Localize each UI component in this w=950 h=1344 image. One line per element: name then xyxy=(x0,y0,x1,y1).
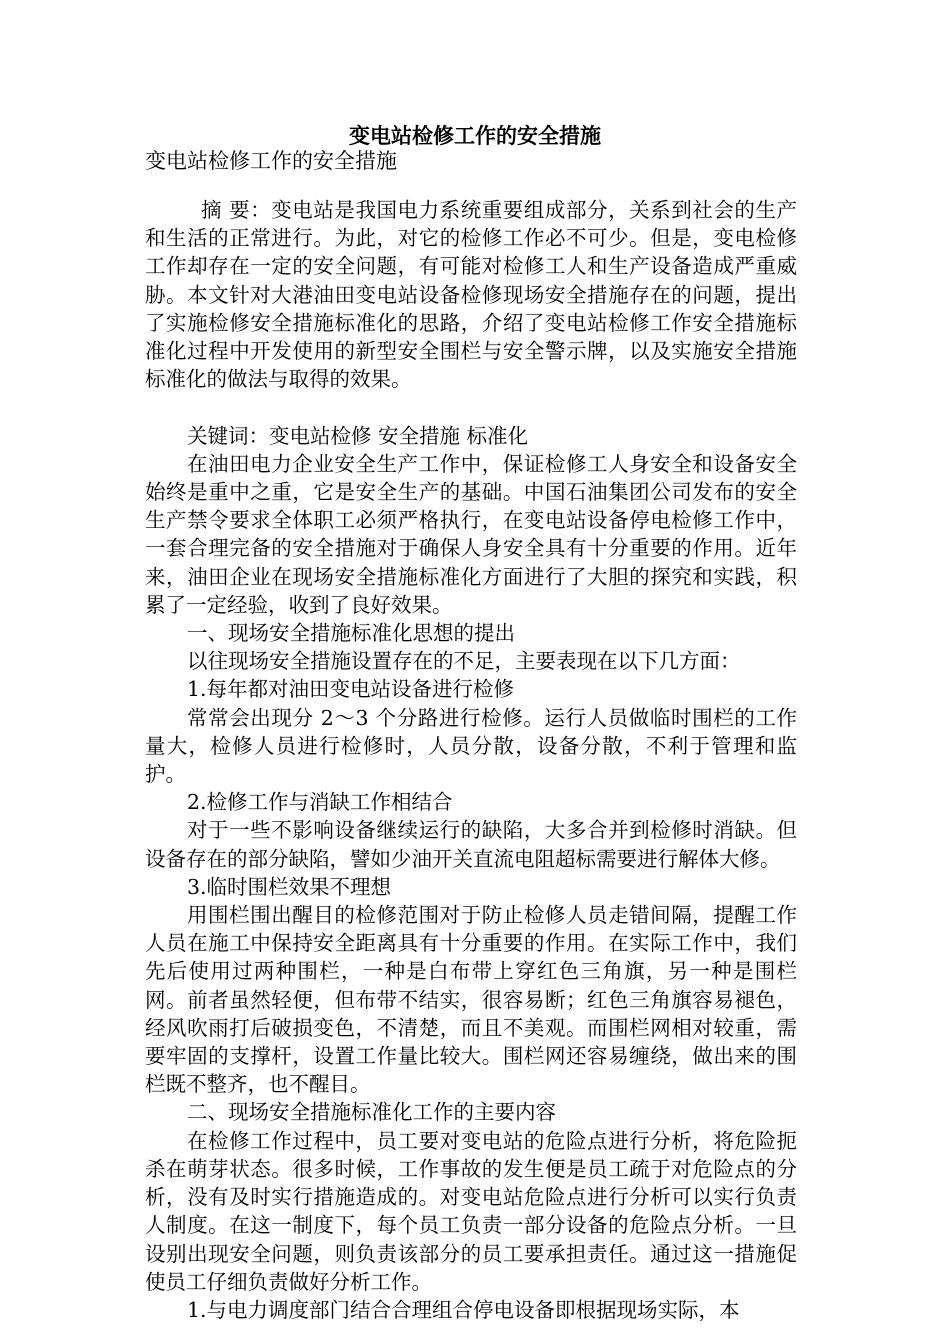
subsection-heading: 1.每年都对油田变电站设备进行检修 xyxy=(187,677,515,702)
blank-line xyxy=(145,393,797,421)
section-heading: 一、现场安全措施标准化思想的提出 xyxy=(187,621,515,646)
body-paragraph: 以往现场安全措施设置存在的不足，主要表现在以下几方面： xyxy=(187,649,741,674)
subsection-heading: 2.检修工作与消缺工作相结合 xyxy=(187,790,453,815)
document-subtitle: 变电站检修工作的安全措施 xyxy=(145,149,397,173)
document-title: 变电站检修工作的安全措施 xyxy=(349,123,601,148)
document-body xyxy=(145,196,797,1324)
section-heading: 二、现场安全措施标准化工作的主要内容 xyxy=(187,1100,556,1125)
subsection-heading: 1.与电力调度部门结合合理组合停电设备即根据现场实际，本 xyxy=(187,1297,740,1322)
body-paragraph: 在油田电力企业安全生产工作中，保证检修工人身安全和设备安全始终是重中之重，它是安全生产的基础。中国石油集团公司发布的安全生产禁令要求全体职工必须严格执行，在变电站设备停电检修工作中，一套合理完备的安全措施对于确保人身安全具有十分重要的作用。近年来，油田企业在现场安全措施标准化方面进行了大胆的探究和实践，积累了一定经验，收到了良好效果。 xyxy=(145,451,797,617)
subsection-heading: 3.临时围栏效果不理想 xyxy=(187,874,392,899)
keywords-line: 关键词：变电站检修 安全措施 标准化 xyxy=(187,423,529,448)
body-paragraph: 常常会出现分 2～3 个分路进行检修。运行人员做临时围栏的工作量大，检修人员进行检修时，人员分散，设备分散，不利于管理和监护。 xyxy=(145,705,797,787)
body-paragraph: 对于一些不影响设备继续运行的缺陷，大多合并到检修时消缺。但设备存在的部分缺陷，譬如少油开关直流电阻超标需要进行解体大修。 xyxy=(145,818,797,871)
body-paragraph: 用围栏围出醒目的检修范围对于防止检修人员走错间隔，提醒工作人员在施工中保持安全距离具有十分重要的作用。在实际工作中，我们先后使用过两种围栏，一种是白布带上穿红色三角旗，另一种是围栏网。前者虽然轻便，但布带不结实，很容易断；红色三角旗容易褪色，经风吹雨打后破损变色，不清楚，而且不美观。而围栏网相对较重，需要牢固的支撑杆，设置工作量比较大。围栏网还容易缠绕，做出来的围栏既不整齐，也不醒目。 xyxy=(145,903,797,1097)
abstract-paragraph: 摘 要：变电站是我国电力系统重要组成部分，关系到社会的生产和生活的正常进行。为此，对它的检修工作必不可少。但是，变电检修工作却存在一定的安全问题，有可能对检修工人和生产设备造成严重威胁。本文针对大港油田变电站设备检修现场安全措施存在的问题，提出了实施检修安全措施标准化的思路，介绍了变电站检修工作安全措施标准化过程中开发使用的新型安全围栏与安全警示牌，以及实施安全措施标准化的做法与取得的效果。 xyxy=(145,198,797,392)
body-paragraph: 在检修工作过程中，员工要对变电站的危险点进行分析，将危险扼杀在萌芽状态。很多时候，工作事故的发生便是员工疏于对危险点的分析，没有及时实行措施造成的。对变电站危险点进行分析可以实行负责人制度。在这一制度下，每个员工负责一部分设备的危险点分析。一旦设别出现安全问题，则负责该部分的员工要承担责任。通过这一措施促使员工仔细负责做好分析工作。 xyxy=(145,1128,797,1294)
